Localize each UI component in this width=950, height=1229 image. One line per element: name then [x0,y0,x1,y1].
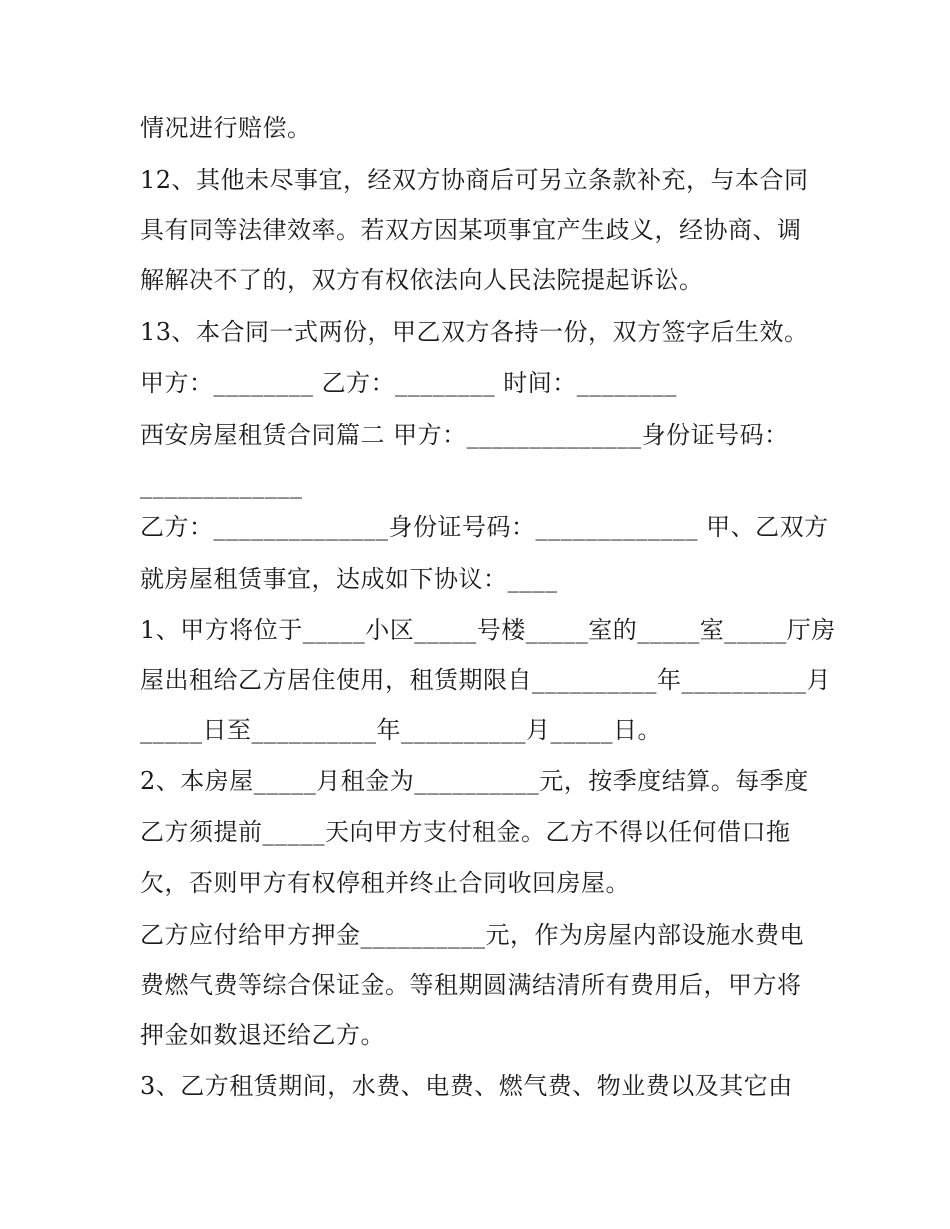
text-line-10: 就房屋租赁事宜，达成如下协议：____ [140,565,558,593]
text-line-9: 乙方：______________身份证号码：_____________ 甲、乙双方 [140,513,829,541]
text-line-19: 押金如数退还给乙方。 [140,1021,385,1049]
text-line-20: 3、乙方租赁期间，水费、电费、燃气费、物业费以及其它由 [140,1072,793,1100]
text-line-18: 费燃气费等综合保证金。等租期圆满结清所有费用后，甲方将 [140,971,802,999]
text-line-5: 13、本合同一式两份，甲乙双方各持一份，双方签字后生效。 [140,318,809,346]
text-line-6: 甲方：________ 乙方：________ 时间：________ [140,369,677,397]
text-line-3: 具有同等法律效率。若双方因某项事宜产生歧义，经协商、调 [140,216,802,244]
text-line-17: 乙方应付给甲方押金__________元，作为房屋内部设施水费电 [140,921,804,949]
text-line-16: 欠，否则甲方有权停租并终止合同收回房屋。 [140,869,630,897]
text-line-2: 12、其他未尽事宜，经双方协商后可另立条款补充，与本合同 [140,166,809,194]
text-line-7: 西安房屋租赁合同篇二 甲方：______________身份证号码： [140,421,789,449]
text-line-15: 乙方须提前_____天向甲方支付租金。乙方不得以任何借口拖 [140,818,791,846]
text-line-13: _____日至__________年__________月_____日。 [140,716,662,744]
text-line-11: 1、甲方将位于_____小区_____号楼_____室的_____室_____厅房 [140,616,836,644]
text-line-8: _____________ [140,471,303,499]
text-line-12: 屋出租给乙方居住使用，租赁期限自__________年__________月 [140,666,831,694]
text-line-14: 2、本房屋_____月租金为__________元，按季度结算。每季度 [140,767,809,795]
text-line-4: 解解决不了的，双方有权依法向人民法院提起诉讼。 [140,266,704,294]
text-line-1: 情况进行赔偿。 [140,114,312,142]
